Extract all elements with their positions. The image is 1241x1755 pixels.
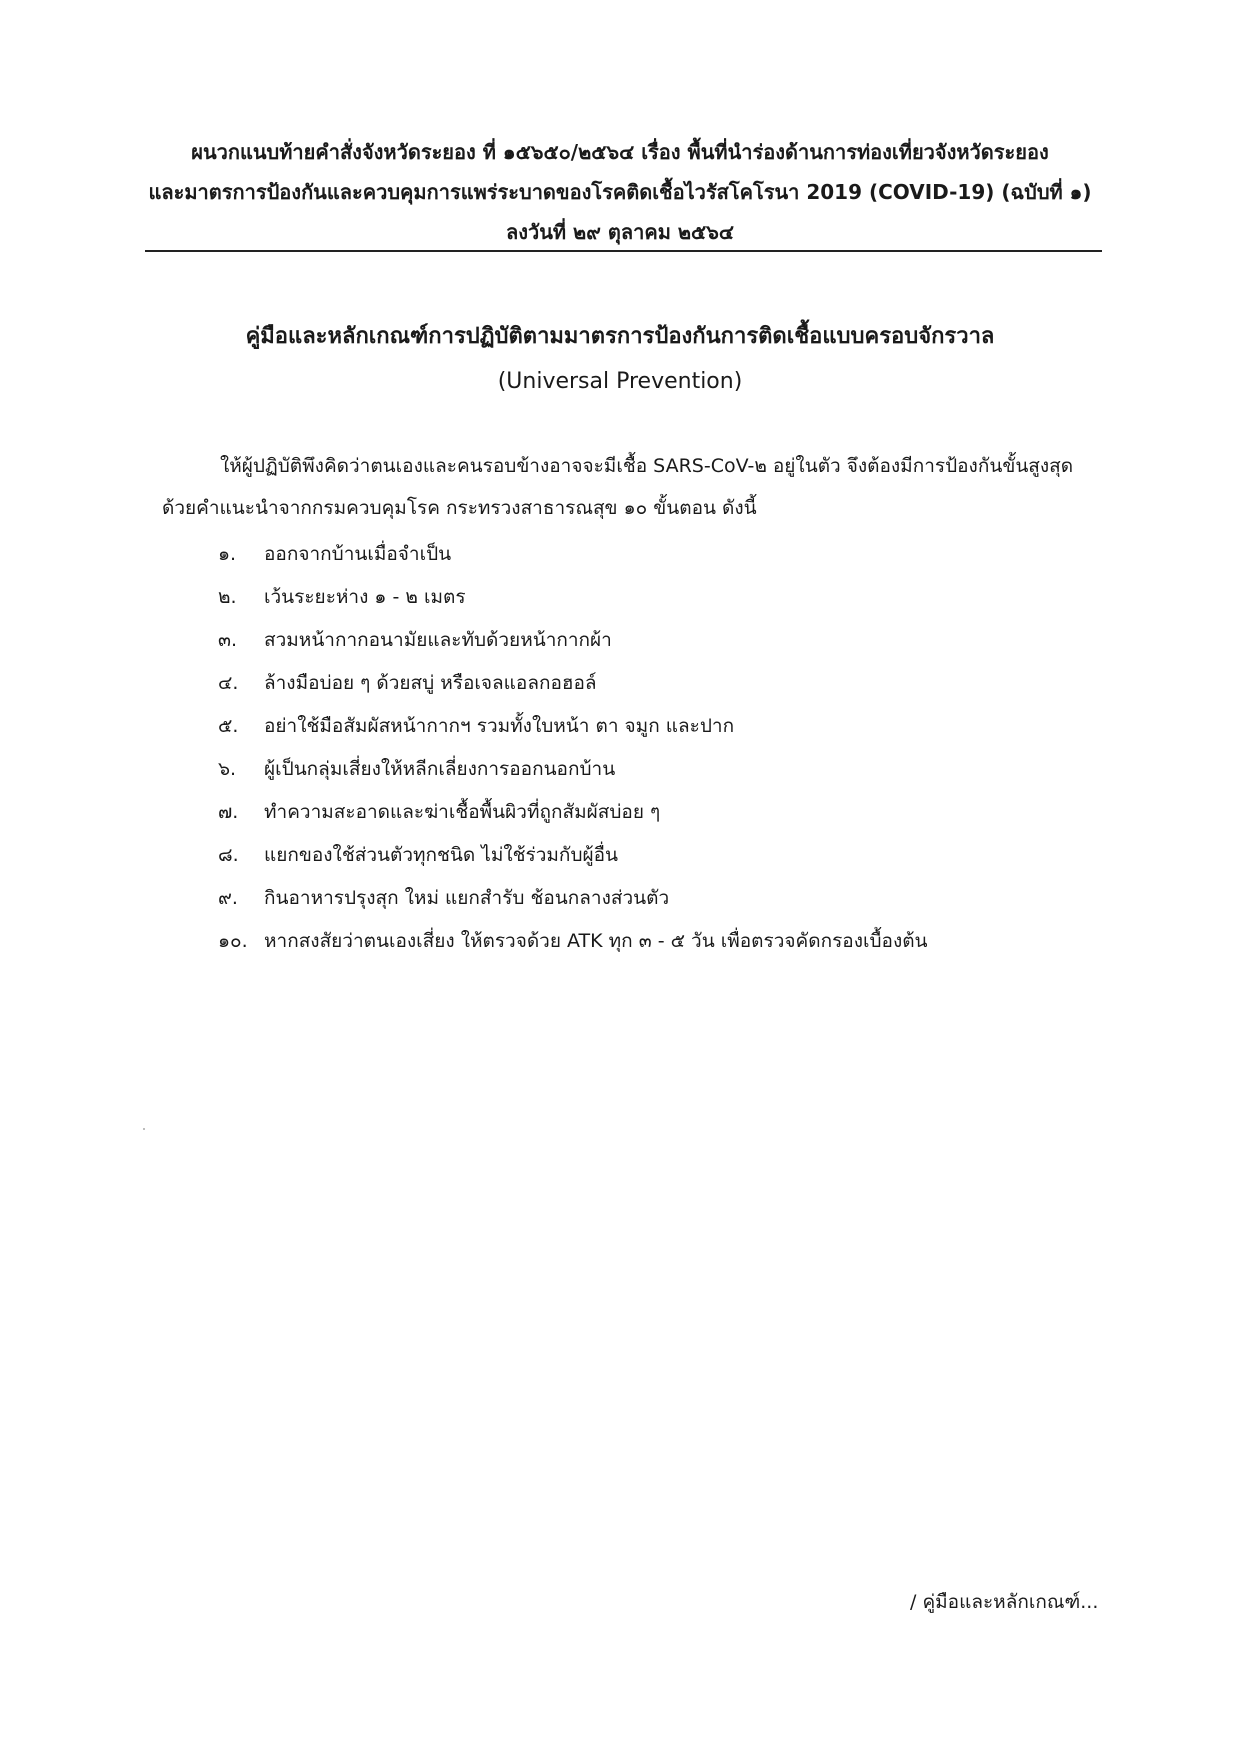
step-text: อย่าใช้มือสัมผัสหน้ากากฯ รวมทั้งใบหน้า ตา จมูก และปาก: [264, 715, 735, 737]
step-text: หากสงสัยว่าตนเองเสี่ยง ให้ตรวจด้วย ATK ทุก ๓ - ๕ วัน เพื่อตรวจคัดกรองเบื้องต้น: [264, 930, 928, 952]
step-number: ๒.: [218, 586, 237, 608]
document-title: คู่มือและหลักเกณฑ์การปฏิบัติตามมาตรการป้องกันการติดเชื้อแบบครอบจักรวาล: [245, 324, 995, 349]
step-number: ๗.: [218, 801, 239, 823]
list-item: [218, 834, 928, 877]
continuation-marker: / คู่มือและหลักเกณฑ์...: [910, 1591, 1099, 1613]
step-number: ๑๐.: [218, 930, 248, 952]
list-item: [218, 920, 928, 963]
step-text: ทำความสะอาดและฆ่าเชื้อพื้นผิวที่ถูกสัมผัสบ่อย ๆ: [264, 801, 661, 823]
step-number: ๙.: [218, 887, 238, 909]
step-number: ๑.: [218, 543, 237, 565]
prevention-steps-list: [218, 533, 928, 963]
step-text: เว้นระยะห่าง ๑ - ๒ เมตร: [264, 586, 466, 608]
step-number: ๕.: [218, 715, 239, 737]
list-item: [218, 705, 928, 748]
step-text: กินอาหารปรุงสุก ใหม่ แยกสำรับ ช้อนกลางส่วนตัว: [264, 887, 670, 909]
step-number: ๘.: [218, 844, 239, 866]
header-line-3: ลงวันที่ ๒๙ ตุลาคม ๒๕๖๔: [505, 220, 735, 244]
step-text: ล้างมือบ่อย ๆ ด้วยสบู่ หรือเจลแอลกอฮอล์: [264, 672, 597, 694]
intro-line-2: ด้วยคำแนะนำจากกรมควบคุมโรค กระทรวงสาธารณสุข ๑๐ ขั้นตอน ดังนี้: [162, 497, 757, 519]
intro-paragraph: [162, 445, 1107, 529]
step-text: แยกของใช้ส่วนตัวทุกชนิด ไม่ใช้ร่วมกับผู้อื่น: [264, 844, 619, 866]
list-item: [218, 662, 928, 705]
document-subtitle: (Universal Prevention): [497, 369, 743, 394]
list-item: [218, 877, 928, 920]
list-item: [218, 791, 928, 834]
intro-line-1: ให้ผู้ปฏิบัติพึงคิดว่าตนเองและคนรอบข้างอาจจะมีเชื้อ SARS-CoV-๒ อยู่ในตัว จึงต้องมีการป้องกันขั้นสูงสุด: [220, 455, 1074, 477]
list-item: [218, 576, 928, 619]
step-text: ออกจากบ้านเมื่อจำเป็น: [264, 543, 452, 565]
step-number: ๔.: [218, 672, 239, 694]
step-number: ๖.: [218, 758, 237, 780]
step-text: ผู้เป็นกลุ่มเสี่ยงให้หลีกเลี่ยงการออกนอกบ้าน: [264, 758, 616, 780]
header-divider: [145, 250, 1102, 252]
list-item: [218, 748, 928, 791]
list-item: [218, 619, 928, 662]
header-line-1: ผนวกแนบท้ายคำสั่งจังหวัดระยอง ที่ ๑๕๖๕๐/๒๕๖๔ เรื่อง พื้นที่นำร่องด้านการท่องเที่ยวจังหวัดระยอง: [191, 140, 1049, 164]
step-text: สวมหน้ากากอนามัยและทับด้วยหน้ากากผ้า: [264, 629, 612, 651]
header-line-2: และมาตรการป้องกันและควบคุมการแพร่ระบาดของโรคติดเชื้อไวรัสโคโรนา 2019 (COVID-19) (ฉบับที่ ๑): [148, 180, 1092, 204]
document-header: [145, 132, 1095, 252]
list-item: [218, 533, 928, 576]
scan-artifact: [143, 1128, 145, 1130]
step-number: ๓.: [218, 629, 238, 651]
